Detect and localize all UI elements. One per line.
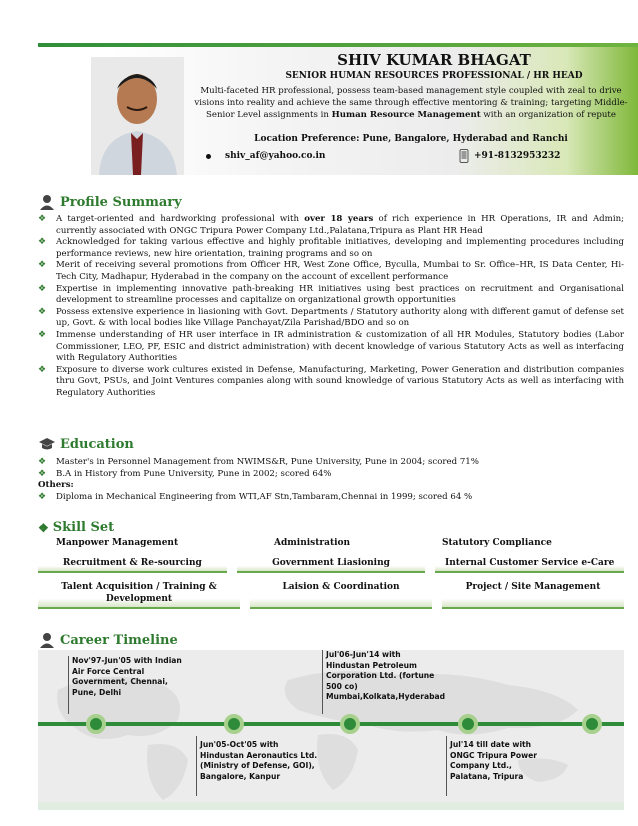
header-accent-bar <box>38 43 638 47</box>
list-item <box>38 457 624 469</box>
text-segment: Acknowledged for taking various effective and highly profitable initiatives, developing and implementing procedures including performance reviews, new hire orientation, training programs and so on <box>56 237 624 259</box>
section-title: Career Timeline <box>60 632 178 648</box>
education-heading <box>38 436 134 452</box>
text-segment-bold: over 18 years <box>304 214 374 224</box>
timeline-stem <box>322 650 323 714</box>
diamond-bullet-icon: ❖ <box>38 214 47 224</box>
skill-cell: Project / Site Management <box>442 578 624 609</box>
timeline-entry: Jul'14 till date with ONGC Tripura Power Company Ltd., Palatana, Tripura <box>450 740 538 781</box>
timeline-node <box>458 714 478 734</box>
profile-photo <box>91 57 184 175</box>
profile-item-text <box>56 284 624 307</box>
list-item <box>38 214 624 237</box>
diamond-bullet-icon: ❖ <box>38 237 47 248</box>
section-title: Education <box>60 436 134 452</box>
skill-category: Manpower Management <box>56 538 179 548</box>
email-row <box>206 151 325 161</box>
section-title: Profile Summary <box>60 194 182 210</box>
education-list <box>38 457 624 503</box>
list-item <box>38 365 624 400</box>
skill-row <box>38 578 624 609</box>
diamond-bullet-icon: ❖ <box>38 457 47 467</box>
profile-item-text <box>56 260 624 283</box>
text-segment: Expertise in implementing innovative path-breaking HR initiatives using best practices on recruitment and Organisational development to streamline processes and capitalize on organizational growth opportunities <box>56 283 624 306</box>
list-item <box>38 469 624 481</box>
text-segment: Possess extensive experience in liasioning with Govt. Departments / Statutory authority along with different gamut of defense set up, Govt. & with local bodies like Village Panchayat/Zila Parishad/BDO and so on <box>56 306 624 329</box>
skill-cell: Talent Acquisition / Training & Development <box>38 578 240 609</box>
resume-header <box>38 43 638 175</box>
skill-cell: Government Liasioning <box>237 554 426 573</box>
timeline-entry: Jun'05-Oct'05 with Hindustan Aeronautics Ltd. (Ministry of Defense, GOI), Bangalore, Kanpur <box>200 740 318 781</box>
timeline-axis <box>38 722 624 726</box>
phone-icon <box>458 149 470 163</box>
text-segment: Merit of receiving several promotions from Officer HR, West Zone Office, Byculla, Mumbai to Sr. Office–HR, IS Data Center, Hi-Tech City, Madhapur, Hyderabad in the company on the account of excellent performance <box>56 260 624 282</box>
profile-item-text <box>56 330 624 365</box>
profile-item-text <box>56 307 624 330</box>
section-title: Skill Set <box>52 520 115 535</box>
diamond-bullet-icon: ❖ <box>38 491 47 502</box>
profile-item-text <box>56 365 624 400</box>
list-item <box>38 284 624 307</box>
skill-row <box>38 554 624 573</box>
career-timeline <box>38 650 624 802</box>
phone-number: +91-8132953232 <box>474 151 561 161</box>
education-item-text: Master's in Personnel Management from NWIMS&R, Pune University, Pune in 2004; scored 71% <box>56 457 479 467</box>
profile-summary-heading <box>38 194 182 210</box>
phone-row <box>458 149 560 163</box>
career-timeline-heading <box>38 632 178 648</box>
skill-category: Administration <box>274 538 351 548</box>
list-item <box>38 492 624 504</box>
person-icon <box>38 194 56 210</box>
skill-cell: Recruitment & Re-sourcing <box>38 554 227 573</box>
timeline-node <box>582 714 602 734</box>
candidate-title: SENIOR HUMAN RESOURCES PROFESSIONAL / HR HEAD <box>285 71 583 81</box>
timeline-entry: Jul'06-Jun'14 with Hindustan Petroleum Corporation Ltd. (fortune 500 co) Mumbai,Kolkata,Hyderabad <box>326 650 446 701</box>
timeline-node <box>340 714 360 734</box>
email-link[interactable]: shiv_af@yahoo.co.in <box>225 151 326 161</box>
others-label: Others: <box>38 480 74 491</box>
location-preference: Location Preference: Pune, Bangalore, Hyderabad and Ranchi <box>254 134 568 144</box>
profile-item-text <box>56 237 624 260</box>
timeline-node <box>86 714 106 734</box>
timeline-stem <box>68 656 69 714</box>
text-segment: of rich experience in HR Operations, IR and Admin; currently associated with ONGC Tripura Power Company Ltd.,Palatana,Tripura as Plant HR Head <box>56 214 625 236</box>
education-item-text: Diploma in Mechanical Engineering from WTI,AF Stn,Tambaram,Chennai in 1999; scored 64 % <box>56 491 473 502</box>
list-item <box>38 307 624 330</box>
text-segment: Exposure to diverse work cultures existed in Defense, Manufacturing, Marketing, Power Generation and distribution companies thru Govt, PSUs, and Joint Ventures companies along with sound knowledge of various Statutory Acts as well as interfacing with Regulatory Authorities <box>56 364 624 398</box>
timeline-stem <box>446 736 447 796</box>
skill-cell: Internal Customer Service e-Care <box>435 554 624 573</box>
graduation-cap-icon <box>38 436 56 452</box>
list-item <box>38 237 624 260</box>
diamond-bullet-icon: ❖ <box>38 520 49 535</box>
diamond-bullet-icon: ❖ <box>38 364 47 375</box>
timeline-entry: Nov'97-Jun'05 with Indian Air Force Central Government, Chennai, Pune, Delhi <box>72 656 182 697</box>
timeline-footer-bar <box>38 802 624 810</box>
timeline-stem <box>196 736 197 796</box>
bullet-icon <box>206 154 211 159</box>
skill-grid <box>38 554 624 614</box>
candidate-summary <box>191 85 631 121</box>
person-icon <box>38 632 56 648</box>
text-segment: A target-oriented and hardworking professional with <box>56 214 305 224</box>
summary-text-end: with an organization of repute <box>480 110 616 120</box>
education-item-text: B.A in History from Pune University, Pune in 2002; scored 64% <box>56 468 332 479</box>
diamond-bullet-icon: ❖ <box>38 468 47 479</box>
diamond-bullet-icon: ❖ <box>38 306 47 317</box>
diamond-bullet-icon: ❖ <box>38 329 47 340</box>
profile-summary-list <box>38 214 624 400</box>
summary-text: Multi-faceted HR professional, possess team-based management style coupled with zeal to drive visions into reality and achieve the same through effective mentoring & training; targeting Middle-Senior Level assignments in <box>194 86 628 120</box>
diamond-bullet-icon: ❖ <box>38 260 47 271</box>
text-segment: Immense understanding of HR user interface in IR administration & customization of all HR Modules, Statutory bodies (Labor Commissioner, LEO, PF, ESIC and district administration) with decent knowledge of various Statutory Acts as well as interfacing with Regulatory Authorities <box>56 329 624 364</box>
summary-bold: Human Resource Management <box>331 110 481 120</box>
candidate-name: SHIV KUMAR BHAGAT <box>337 51 531 69</box>
list-item <box>38 330 624 365</box>
skill-cell: Laision & Coordination <box>250 578 432 609</box>
skill-category: Statutory Compliance <box>442 538 552 548</box>
timeline-node <box>224 714 244 734</box>
skill-set-heading <box>38 520 114 535</box>
profile-item-text <box>56 214 624 237</box>
diamond-bullet-icon: ❖ <box>38 283 47 294</box>
list-item <box>38 260 624 283</box>
